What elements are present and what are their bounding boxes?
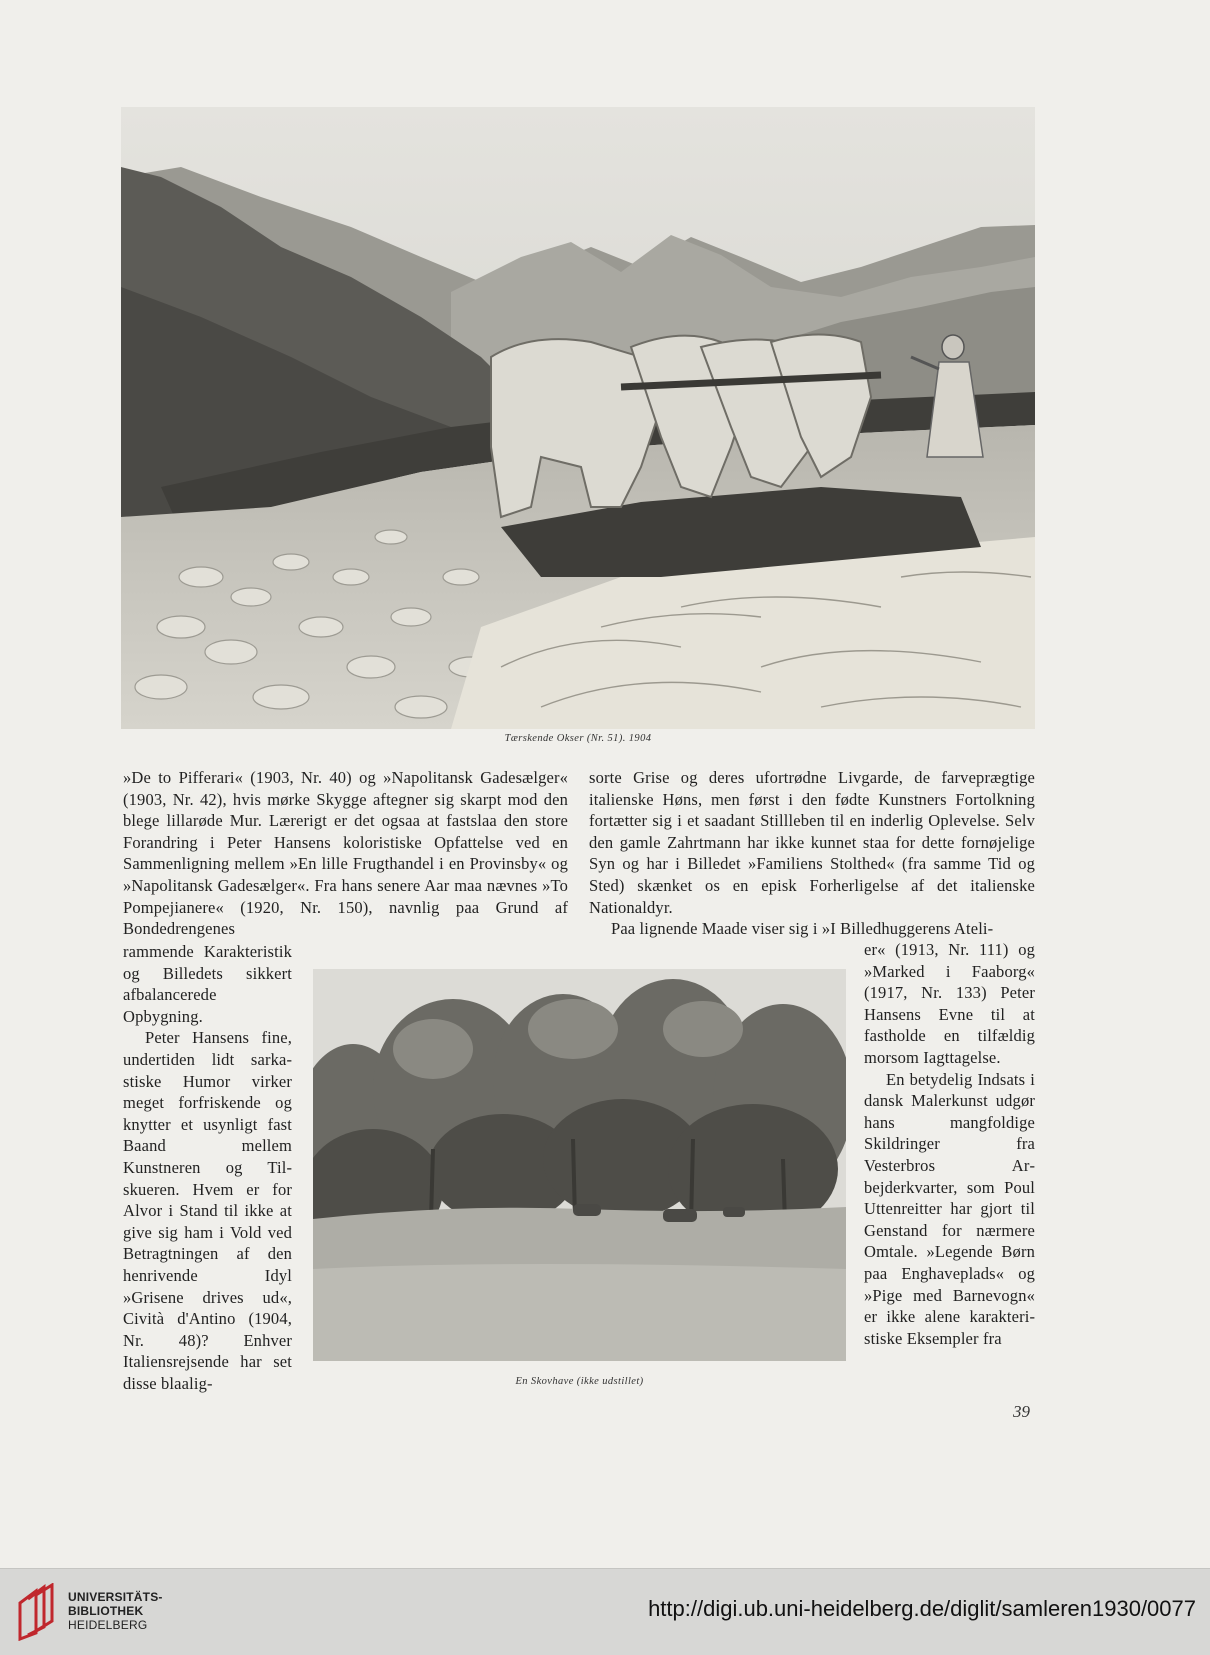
library-footer (0, 1568, 1210, 1655)
page-number: 39 (1013, 1402, 1030, 1421)
library-name-line3: HEIDELBERG (68, 1618, 148, 1632)
caption-threshing-oxen: Tærskende Okser (Nr. 51). 1904 (504, 733, 652, 744)
painting-forest-garden (313, 969, 846, 1361)
paragraph: »De to Pifferari« (1903, Nr. 40) og »Napolitansk Gadesælger« (1903, Nr. 42), hvis mørke Skygge aftegner sig skarpt mod den blege lillarøde Mur. Lærerigt er det ogsaa at fastslaa den store Forandring i Peter Hansens koloristiske Opfattelse ved en Sammenligning mellem »En lille Frugthandel i en Provinsby« og »Napolitansk Gadesælger«. Fra hans senere Aar maa nævnes »To Pompejianere« (1920, Nr. 150), navnlig paa Grund af Bondedrengenes (123, 768, 568, 939)
library-name-line1: UNIVERSITÄTS- (68, 1590, 163, 1604)
text-left-column-narrow (123, 941, 292, 1394)
source-url-link[interactable]: http://digi.ub.uni-heidelberg.de/diglit/samleren1930/0077 (648, 1596, 1196, 1621)
text-right-column-narrow (864, 939, 1035, 1349)
library-name-line2: BIBLIOTHEK (68, 1604, 144, 1618)
paragraph: rammende Karakteristik og Billedets sikkert afbalancerede Opbygning. (123, 942, 292, 1026)
paragraph: er« (1913, Nr. 111) og »Marked i Faaborg« (1917, Nr. 133) Peter Hansens Evne til at fastholde en tilfældig morsom Iagttagelse. (864, 940, 1035, 1067)
caption-forest-garden: En Skovhave (ikke udstillet) (515, 1376, 644, 1387)
text-right-column-upper (589, 767, 1035, 940)
paragraph: Paa lignende Maade viser sig i »I Billedhuggerens Ateli- (611, 919, 994, 939)
painting-forest-garden-image (313, 969, 846, 1361)
paragraph: En betydelig Indsats i dansk Malerkunst udgør hans mangfoldige Skildringer fra Vesterbros Arbejderkvarter, som Poul Uttenreitter har gjort til Genstand for nærmere Omtale. »Legende Børn paa Enghaveplads« og »Pige med Barnevogn« er ikke alene karakteristiske Eksempler fra (864, 1069, 1035, 1348)
library-name (68, 1590, 163, 1632)
text-left-column-upper (123, 767, 568, 940)
painting-threshing-oxen (121, 107, 1035, 729)
paragraph: sorte Grise og deres ufortrødne Livgarde, de farveprægtige italienske Høns, men først i den fødte Kunstners Fortolkning fortætter sig i et saadant Stillleben til en inderlig Oplevelse. Selv den gamle Zahrtmann har ikke kunnet staa for dette fornøjelige Syn og har i Billedet »Familiens Stolthed« (fra samme Tid og Sted) skænket os en episk Forherligelse af det italienske Nationaldyr. (589, 768, 1035, 917)
paragraph: Peter Hansens fine, undertiden lidt sarkastiske Humor virker meget forfriskende og knytter et usynligt fast Baand mellem Kunstneren og Tilskueren. Hvem er for Alvor i Stand til ikke at give sig ham i Vold ved Betragtningen af den henrivende Idyl »Grisene drives ud«, Cività d'Antino (1904, Nr. 48)? Enhver Italiensrejsende har set disse blaalig- (123, 1028, 292, 1393)
university-library-logo-icon (14, 1583, 60, 1641)
painting-threshing-oxen-image (121, 107, 1035, 729)
